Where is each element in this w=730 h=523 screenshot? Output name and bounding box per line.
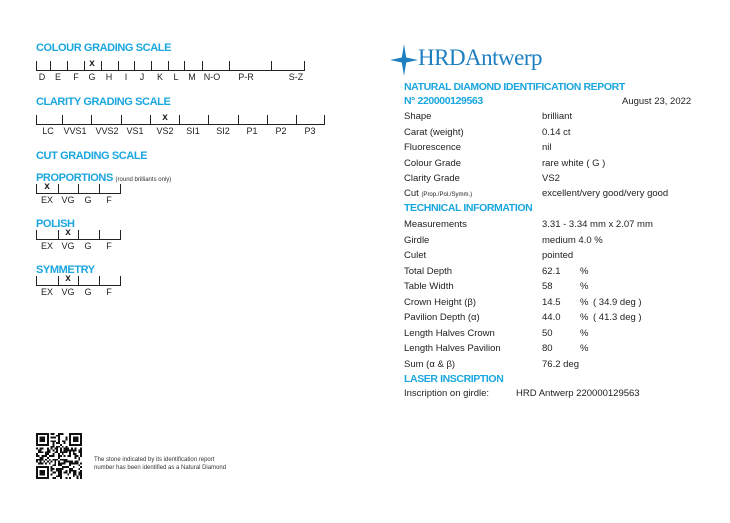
colour-grading-scale bbox=[36, 60, 336, 88]
inscription-value: HRD Antwerp 220000129563 bbox=[516, 388, 640, 399]
technical-label: Crown Height (β) bbox=[404, 296, 476, 308]
proportions-label: PROPORTIONS bbox=[36, 172, 113, 184]
scale-tick bbox=[184, 61, 185, 71]
scale-tick bbox=[78, 276, 79, 286]
scale-label: J bbox=[139, 72, 145, 82]
technical-unit: % bbox=[580, 343, 589, 354]
symmetry-title: SYMMETRY bbox=[36, 264, 95, 276]
scale-tick bbox=[58, 184, 59, 194]
scale-tick bbox=[324, 115, 325, 125]
scale-mark: x bbox=[65, 227, 71, 238]
scale-label: P2 bbox=[275, 126, 287, 136]
scale-tick bbox=[296, 115, 297, 125]
technical-label: Culet bbox=[404, 250, 427, 261]
scale-label: N-O bbox=[203, 72, 221, 82]
scale-label: EX bbox=[40, 287, 54, 297]
scale-label: VS2 bbox=[156, 126, 174, 136]
technical-value: 14.5 bbox=[542, 296, 561, 308]
cut-scale-title: CUT GRADING SCALE bbox=[36, 150, 148, 162]
scale-label: P1 bbox=[246, 126, 258, 136]
hrd-star-logo-icon bbox=[390, 44, 418, 76]
proportions-note: (round brilliants only) bbox=[115, 177, 172, 183]
scale-tick bbox=[36, 276, 37, 286]
scale-tick bbox=[36, 184, 37, 194]
scale-label: VS1 bbox=[126, 126, 144, 136]
scale-tick bbox=[120, 184, 121, 194]
identification-label: Fluorescence bbox=[404, 142, 462, 153]
scale-label: D bbox=[38, 72, 46, 82]
scale-tick bbox=[36, 115, 37, 125]
scale-tick bbox=[78, 230, 79, 240]
identification-value: rare white ( G ) bbox=[542, 157, 606, 169]
scale-label: VG bbox=[61, 195, 75, 205]
scale-label: EX bbox=[40, 241, 54, 251]
technical-value: 80 bbox=[542, 343, 553, 354]
scale-label: VG bbox=[61, 287, 75, 297]
scale-label: I bbox=[124, 72, 128, 82]
cut-label bbox=[404, 188, 472, 199]
scale-tick bbox=[101, 61, 102, 71]
report-title: NATURAL DIAMOND IDENTIFICATION REPORT bbox=[404, 81, 625, 93]
scale-baseline bbox=[36, 70, 304, 71]
scale-tick bbox=[134, 61, 135, 71]
scale-label: VG bbox=[61, 241, 75, 251]
report-number: N° 220000129563 bbox=[404, 95, 483, 107]
technical-unit: % bbox=[580, 312, 589, 323]
scale-tick bbox=[99, 230, 100, 240]
scale-tick bbox=[120, 230, 121, 240]
polish-title: POLISH bbox=[36, 218, 75, 230]
proportions-scale bbox=[36, 183, 136, 211]
scale-tick bbox=[151, 61, 152, 71]
qr-code-icon bbox=[36, 433, 82, 479]
technical-label: Table Width bbox=[404, 281, 454, 292]
scale-tick bbox=[36, 61, 37, 71]
scale-tick bbox=[84, 61, 85, 71]
report-date: August 23, 2022 bbox=[622, 96, 692, 107]
scale-label: K bbox=[156, 72, 164, 82]
technical-label: Pavilion Depth (α) bbox=[404, 312, 480, 323]
cut-label-text: Cut bbox=[404, 188, 419, 199]
symmetry-scale bbox=[36, 275, 136, 303]
scale-label: F bbox=[73, 72, 79, 82]
scale-tick bbox=[58, 230, 59, 240]
technical-label: Length Halves Pavilion bbox=[404, 343, 501, 354]
scale-mark: x bbox=[44, 181, 50, 192]
scale-tick bbox=[168, 61, 169, 71]
scale-tick bbox=[91, 115, 92, 125]
identification-value: 0.14 ct bbox=[542, 126, 571, 138]
inscription-label: Inscription on girdle: bbox=[404, 388, 490, 399]
scale-tick bbox=[67, 61, 68, 71]
scale-tick bbox=[238, 115, 239, 125]
scale-label: G bbox=[84, 287, 92, 297]
scale-tick bbox=[50, 61, 51, 71]
scale-label: P-R bbox=[238, 72, 254, 82]
technical-label: Length Halves Crown bbox=[404, 327, 495, 339]
scale-tick bbox=[202, 61, 203, 71]
scale-tick bbox=[120, 276, 121, 286]
scale-label: G bbox=[84, 195, 92, 205]
scale-label: VVS1 bbox=[63, 126, 87, 136]
identification-label: Carat (weight) bbox=[404, 126, 464, 138]
scale-tick bbox=[36, 230, 37, 240]
scale-label: SI1 bbox=[186, 126, 200, 136]
polish-scale bbox=[36, 229, 136, 257]
scale-label: EX bbox=[40, 195, 54, 205]
scale-tick bbox=[78, 184, 79, 194]
cut-label-note: (Prop./Pol./Symm.) bbox=[421, 192, 473, 198]
technical-unit: % bbox=[580, 281, 589, 292]
identification-value: nil bbox=[542, 142, 552, 153]
scale-label: VVS2 bbox=[95, 126, 119, 136]
identification-label: Shape bbox=[404, 111, 432, 122]
scale-label: LC bbox=[42, 126, 54, 136]
scale-tick bbox=[229, 61, 230, 71]
technical-value: 58 bbox=[542, 281, 553, 292]
scale-mark: x bbox=[65, 273, 71, 284]
footer-line-2: number has been identified as a Natural Diamond bbox=[94, 465, 227, 471]
scale-tick bbox=[271, 61, 272, 71]
scale-label: P3 bbox=[304, 126, 316, 136]
technical-unit: % bbox=[580, 265, 589, 277]
scale-tick bbox=[58, 276, 59, 286]
scale-label: E bbox=[54, 72, 62, 82]
scale-tick bbox=[99, 184, 100, 194]
scale-tick bbox=[179, 115, 180, 125]
identification-label: Clarity Grade bbox=[404, 173, 460, 184]
scale-tick bbox=[121, 115, 122, 125]
colour-scale-title: COLOUR GRADING SCALE bbox=[36, 42, 172, 54]
scale-tick bbox=[99, 276, 100, 286]
technical-label: Sum (α & β) bbox=[404, 358, 456, 370]
technical-value: medium 4.0 % bbox=[542, 234, 603, 246]
hrd-antwerp-logo: HRDAntwerp bbox=[418, 45, 543, 70]
technical-extra: ( 34.9 deg ) bbox=[593, 296, 642, 308]
scale-tick bbox=[304, 61, 305, 71]
technical-label: Measurements bbox=[404, 219, 467, 230]
scale-label: F bbox=[106, 287, 112, 297]
technical-unit: % bbox=[580, 296, 589, 308]
scale-label: H bbox=[105, 72, 113, 82]
scale-label: G bbox=[84, 241, 92, 251]
technical-info-title: TECHNICAL INFORMATION bbox=[404, 202, 533, 214]
technical-value: 50 bbox=[542, 327, 553, 339]
technical-value: pointed bbox=[542, 250, 574, 261]
scale-label: M bbox=[188, 72, 196, 82]
scale-mark: x bbox=[162, 112, 168, 123]
technical-extra: ( 41.3 deg ) bbox=[593, 312, 642, 323]
clarity-grading-scale bbox=[36, 114, 336, 142]
cut-value: excellent/very good/very good bbox=[542, 188, 669, 199]
scale-tick bbox=[208, 115, 209, 125]
technical-value: 62.1 bbox=[542, 265, 561, 277]
scale-tick bbox=[150, 115, 151, 125]
scale-label: F bbox=[106, 241, 112, 251]
natural-diamond-note bbox=[94, 456, 226, 472]
clarity-scale-title: CLARITY GRADING SCALE bbox=[36, 96, 171, 108]
scale-mark: x bbox=[89, 58, 95, 69]
scale-label: F bbox=[106, 195, 112, 205]
identification-label: Colour Grade bbox=[404, 157, 462, 169]
scale-label: L bbox=[173, 72, 179, 82]
laser-inscription-title: LASER INSCRIPTION bbox=[404, 373, 504, 385]
scale-label: SI2 bbox=[216, 126, 230, 136]
technical-value: 76.2 deg bbox=[542, 358, 579, 370]
technical-label: Total Depth bbox=[404, 265, 453, 277]
scale-label: S-Z bbox=[288, 72, 304, 82]
technical-value: 3.31 - 3.34 mm x 2.07 mm bbox=[542, 219, 653, 230]
identification-value: brilliant bbox=[542, 111, 573, 122]
technical-value: 44.0 bbox=[542, 312, 561, 323]
footer-line-1: The stone indicated by its identification report bbox=[94, 457, 215, 463]
scale-label: G bbox=[88, 72, 96, 82]
scale-tick bbox=[62, 115, 63, 125]
scale-tick bbox=[267, 115, 268, 125]
technical-unit: % bbox=[580, 327, 589, 339]
technical-label: Girdle bbox=[404, 234, 430, 246]
scale-tick bbox=[118, 61, 119, 71]
identification-value: VS2 bbox=[542, 173, 560, 184]
